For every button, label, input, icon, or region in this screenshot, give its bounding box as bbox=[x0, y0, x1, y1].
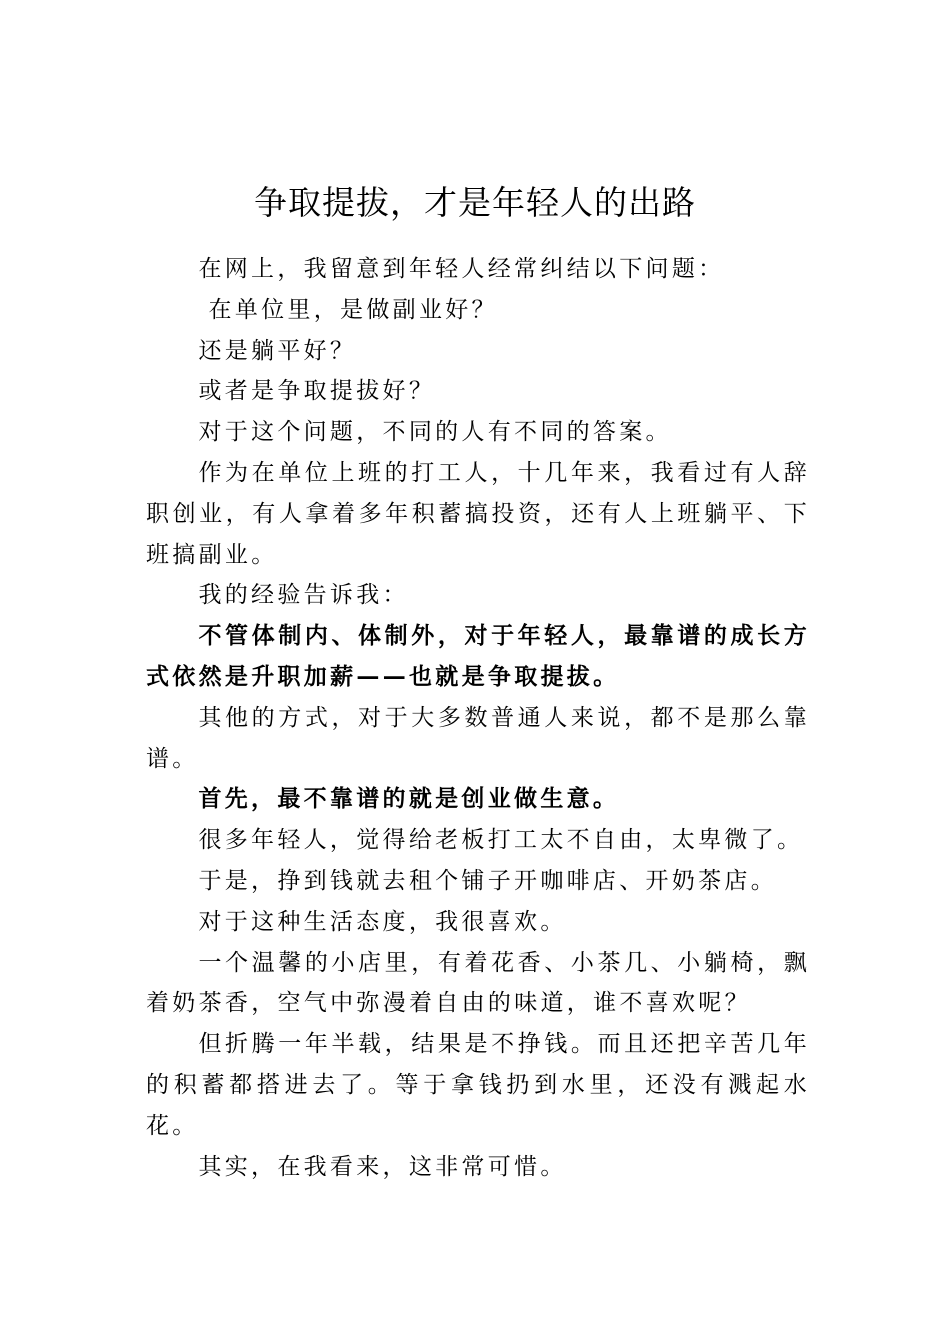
paragraph: 很多年轻人，觉得给老板打工太不自由，太卑微了。 bbox=[198, 827, 804, 854]
document-body bbox=[146, 249, 810, 1187]
bold-paragraph: 不管体制内、体制外，对于年轻人，最靠谱的成长方式依然是升职加薪——也就是争取提拔。 bbox=[146, 622, 810, 690]
paragraph: 或者是争取提拔好？ bbox=[198, 378, 436, 405]
document-title: 争取提拔，才是年轻人的出路 bbox=[254, 183, 696, 223]
paragraph: 还是躺平好？ bbox=[198, 337, 357, 364]
paragraph: 在单位里，是做副业好？ bbox=[208, 296, 498, 323]
paragraph: 其实，在我看来，这非常可惜。 bbox=[198, 1153, 567, 1180]
paragraph: 但折腾一年半载，结果是不挣钱。而且还把辛苦几年的积蓄都搭进去了。等于拿钱扔到水里，还没有溅起水花。 bbox=[146, 1031, 810, 1139]
paragraph: 其他的方式，对于大多数普通人来说，都不是那么靠谱。 bbox=[146, 704, 810, 772]
paragraph: 一个温馨的小店里，有着花香、小茶几、小躺椅，飘着奶茶香，空气中弥漫着自由的味道，谁不喜欢呢？ bbox=[146, 949, 810, 1017]
paragraph: 对于这个问题，不同的人有不同的答案。 bbox=[198, 419, 672, 446]
paragraph: 我的经验告诉我： bbox=[198, 582, 409, 609]
paragraph: 于是，挣到钱就去租个铺子开咖啡店、开奶茶店。 bbox=[198, 867, 778, 894]
bold-paragraph: 首先，最不靠谱的就是创业做生意。 bbox=[198, 785, 620, 813]
paragraph: 对于这种生活态度，我很喜欢。 bbox=[198, 908, 567, 935]
paragraph: 作为在单位上班的打工人，十几年来，我看过有人辞职创业，有人拿着多年积蓄搞投资，还有人上班躺平、下班搞副业。 bbox=[146, 459, 810, 568]
paragraph: 在网上，我留意到年轻人经常纠结以下问题： bbox=[198, 256, 725, 282]
